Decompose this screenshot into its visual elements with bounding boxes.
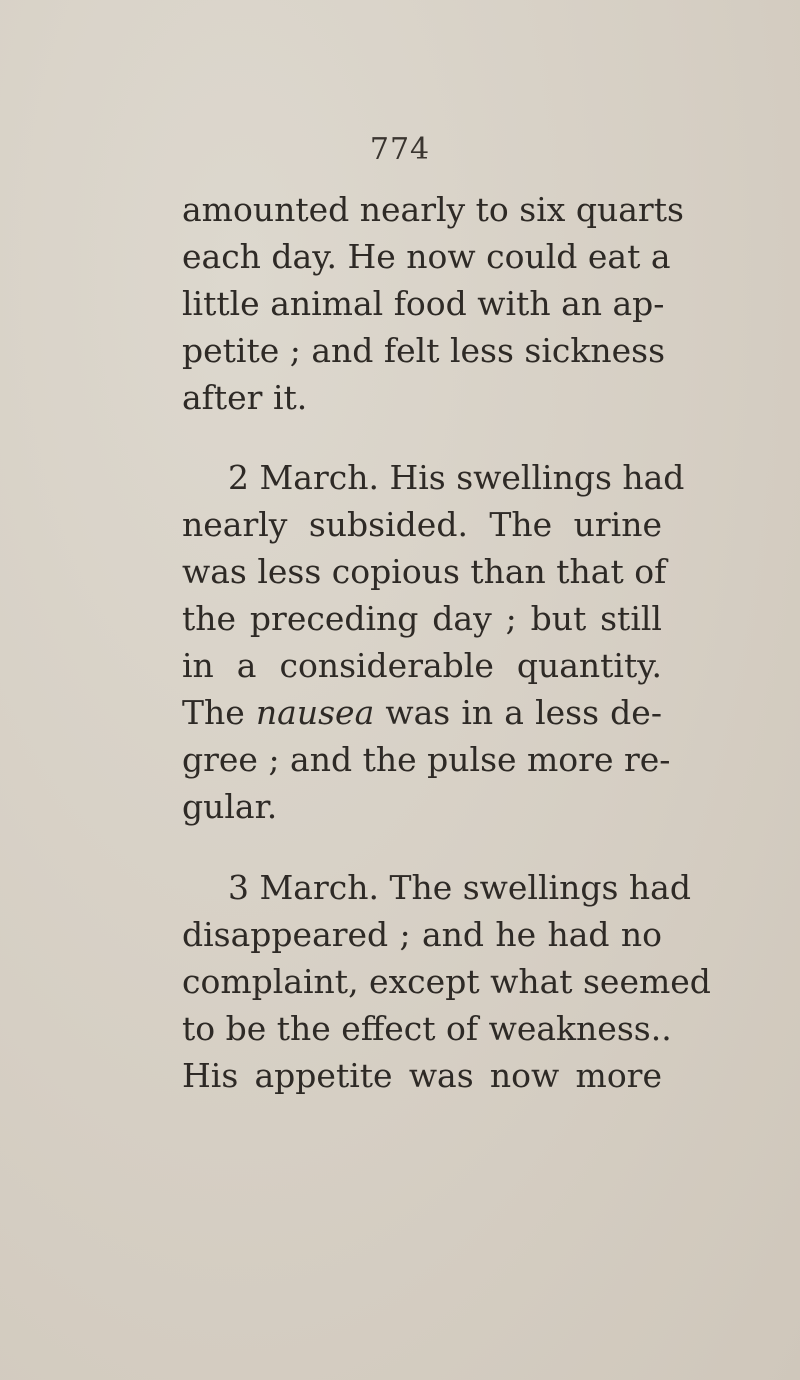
italic-word: nausea [255,693,375,732]
text-line: complaint, except what seemed [182,962,711,1001]
page-number: 774 [369,132,431,167]
text-segment: The [182,693,256,732]
text-line: the preceding day ; but still [182,599,662,638]
text-line: 2 March. His swellings had [228,458,685,497]
text-line: in a considerable quantity. [182,646,662,685]
text-line-with-italic [182,689,662,736]
text-segment: was in a less de- [374,693,662,732]
text-line: was less copious than that of [182,552,667,591]
text-line: after it. [182,378,308,417]
text-line: His appetite was now more [182,1056,662,1095]
text-line: 3 March. The swellings had [228,868,691,907]
text-line: gree ; and the pulse more re- [182,740,671,779]
text-line: little animal food with an ap- [182,284,665,323]
text-line: each day. He now could eat a [182,237,671,276]
text-line: petite ; and felt less sickness [182,331,666,370]
text-line: nearly subsided. The urine [182,505,662,544]
text-line: amounted nearly to six quarts [182,190,684,229]
text-line: gular. [182,787,278,826]
text-line: to be the effect of weakness.. [182,1009,672,1048]
text-line: disappeared ; and he had no [182,915,662,954]
